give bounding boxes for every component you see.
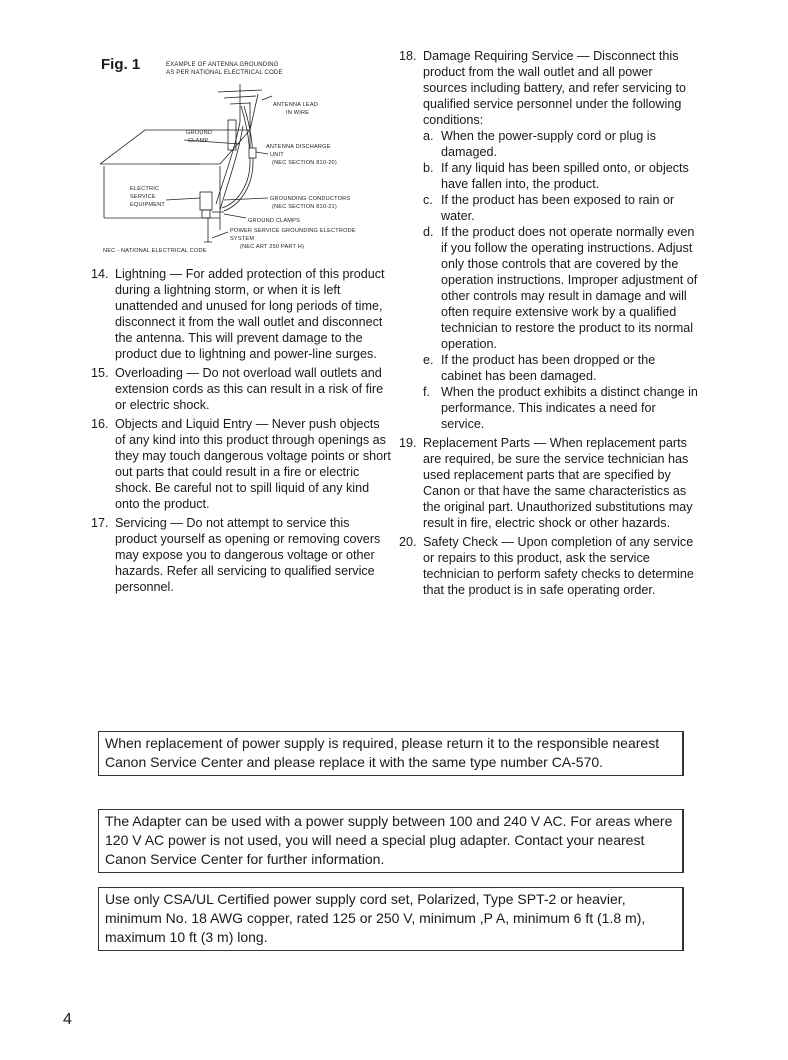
safety-item-16	[91, 416, 391, 512]
figure-caption-line: AS PER NATIONAL ELECTRICAL CODE	[166, 70, 283, 76]
label-nec-810-21: (NEC SECTION 810-21)	[272, 204, 337, 210]
condition-letter: a.	[423, 129, 434, 143]
label-grounding-electrode: POWER SERVICE GROUNDING ELECTRODE	[230, 228, 356, 234]
condition-e	[423, 352, 699, 384]
figure-title: Fig. 1	[101, 56, 141, 73]
item-text: Overloading — Do not overload wall outlets and extension cords as this can result in a risk of fire or electric shock.	[115, 366, 384, 412]
item-number: 14.	[91, 267, 109, 281]
item-text: Objects and Liquid Entry — Never push objects of any kind into this product through openings as they may touch dangerous voltage points or short out parts that could result in a fire or electric shock. Be careful not to spill liquid of any kind onto the product.	[115, 417, 391, 511]
page-number: 4	[63, 1011, 72, 1028]
label-nec-art-250: (NEC ART 250 PART H)	[240, 244, 305, 250]
condition-text: If the product has been dropped or the cabinet has been damaged.	[441, 353, 656, 383]
label-unit: UNIT	[270, 152, 284, 158]
condition-letter: f.	[423, 385, 430, 399]
safety-item-20	[399, 534, 699, 598]
condition-b	[423, 160, 699, 192]
condition-letter: d.	[423, 225, 434, 239]
label-antenna-lead: ANTENNA LEAD	[273, 102, 318, 108]
power-supply-replacement-notice: When replacement of power supply is required, please return it to the responsible nearest Canon Service Center and please replace it with the same type number CA-570.	[98, 731, 684, 776]
label-ground-clamps: GROUND CLAMPS	[248, 218, 301, 224]
label-ground-clamp: GROUND	[186, 130, 213, 136]
condition-text: When the power-supply cord or plug is damaged.	[441, 129, 656, 159]
condition-f	[423, 384, 699, 432]
item-number: 16.	[91, 417, 109, 431]
label-equipment: EQUIPMENT	[130, 202, 166, 208]
label-in-wire: IN WIRE	[286, 110, 310, 116]
label-grounding-conductors: GROUNDING CONDUCTORS	[270, 196, 351, 202]
adapter-notice: The Adapter can be used with a power supply between 100 and 240 V AC. For areas where 120 V AC power is not used, you will need a special plug adapter. Contact your nearest Canon Service Center for further information.	[98, 809, 684, 873]
label-nec: NEC - NATIONAL ELECTRICAL CODE	[103, 248, 207, 254]
left-column	[91, 266, 391, 598]
item-text: Servicing — Do not attempt to service this product yourself as opening or removing covers may expose you to dangerous voltage or other hazards. Refer all servicing to qualified service personnel.	[115, 516, 381, 594]
safety-item-18	[399, 48, 699, 432]
condition-c	[423, 192, 699, 224]
item-number: 18.	[399, 49, 417, 63]
condition-a	[423, 128, 699, 160]
item-text: Damage Requiring Service — Disconnect this product from the wall outlet and all power sources including battery, and refer servicing to qualified service personnel under the following conditions:	[423, 49, 686, 127]
condition-text: If the product does not operate normally even if you follow the operating instructions. Adjust only those controls that are covered by the operation instructions. Improper adjustment of other controls may result in damage and will often require extensive work by a qualified technician to restore the product to its normal operation.	[441, 225, 698, 351]
label-clamp: CLAMP	[188, 138, 209, 144]
item-number: 20.	[399, 535, 417, 549]
label-electric: ELECTRIC	[130, 186, 160, 192]
condition-letter: e.	[423, 353, 434, 367]
label-service: SERVICE	[130, 194, 156, 200]
condition-letter: b.	[423, 161, 434, 175]
item-number: 19.	[399, 436, 417, 450]
house-drawing	[100, 84, 272, 242]
label-system: SYSTEM	[230, 236, 255, 242]
condition-d	[423, 224, 699, 352]
item-number: 17.	[91, 516, 109, 530]
label-nec-810-20: (NEC SECTION 810-20)	[272, 160, 337, 166]
label-discharge-unit: ANTENNA DISCHARGE	[266, 144, 331, 150]
item-text: Replacement Parts — When replacement parts are required, be sure the service technician has used replacement parts that are specified by Canon or that have the same characteristics as the original part. Unauthorized substitutions may result in fire, electric shock or other hazards.	[423, 436, 693, 530]
figure-caption-line: EXAMPLE OF ANTENNA GROUNDING	[166, 62, 279, 68]
item-text: Lightning — For added protection of this product during a lightning storm, or when it is left unattended and unused for long periods of time, disconnect it from the wall outlet and disconnect the antenna. This will prevent damage to the product due to lightning and power-line surges.	[115, 267, 385, 361]
condition-letter: c.	[423, 193, 433, 207]
item-number: 15.	[91, 366, 109, 380]
safety-item-19	[399, 435, 699, 531]
condition-text: If the product has been exposed to rain or water.	[441, 193, 675, 223]
condition-text: When the product exhibits a distinct change in performance. This indicates a need for service.	[441, 385, 698, 431]
safety-item-17	[91, 515, 391, 595]
right-column	[399, 48, 699, 601]
antenna-grounding-diagram	[100, 82, 390, 262]
safety-item-15	[91, 365, 391, 413]
figure-caption	[166, 61, 283, 77]
safety-item-14	[91, 266, 391, 362]
cord-set-notice: Use only CSA/UL Certified power supply cord set, Polarized, Type SPT-2 or heavier, minimum No. 18 AWG copper, rated 125 or 250 V, minimum ,P A, minimum 6 ft (1.8 m), maximum 10 ft (3 m) long.	[98, 887, 684, 951]
item-text: Safety Check — Upon completion of any service or repairs to this product, ask the service technician to perform safety checks to determine that the product is in safe operating order.	[423, 535, 694, 597]
condition-text: If any liquid has been spilled onto, or objects have fallen into, the product.	[441, 161, 689, 191]
